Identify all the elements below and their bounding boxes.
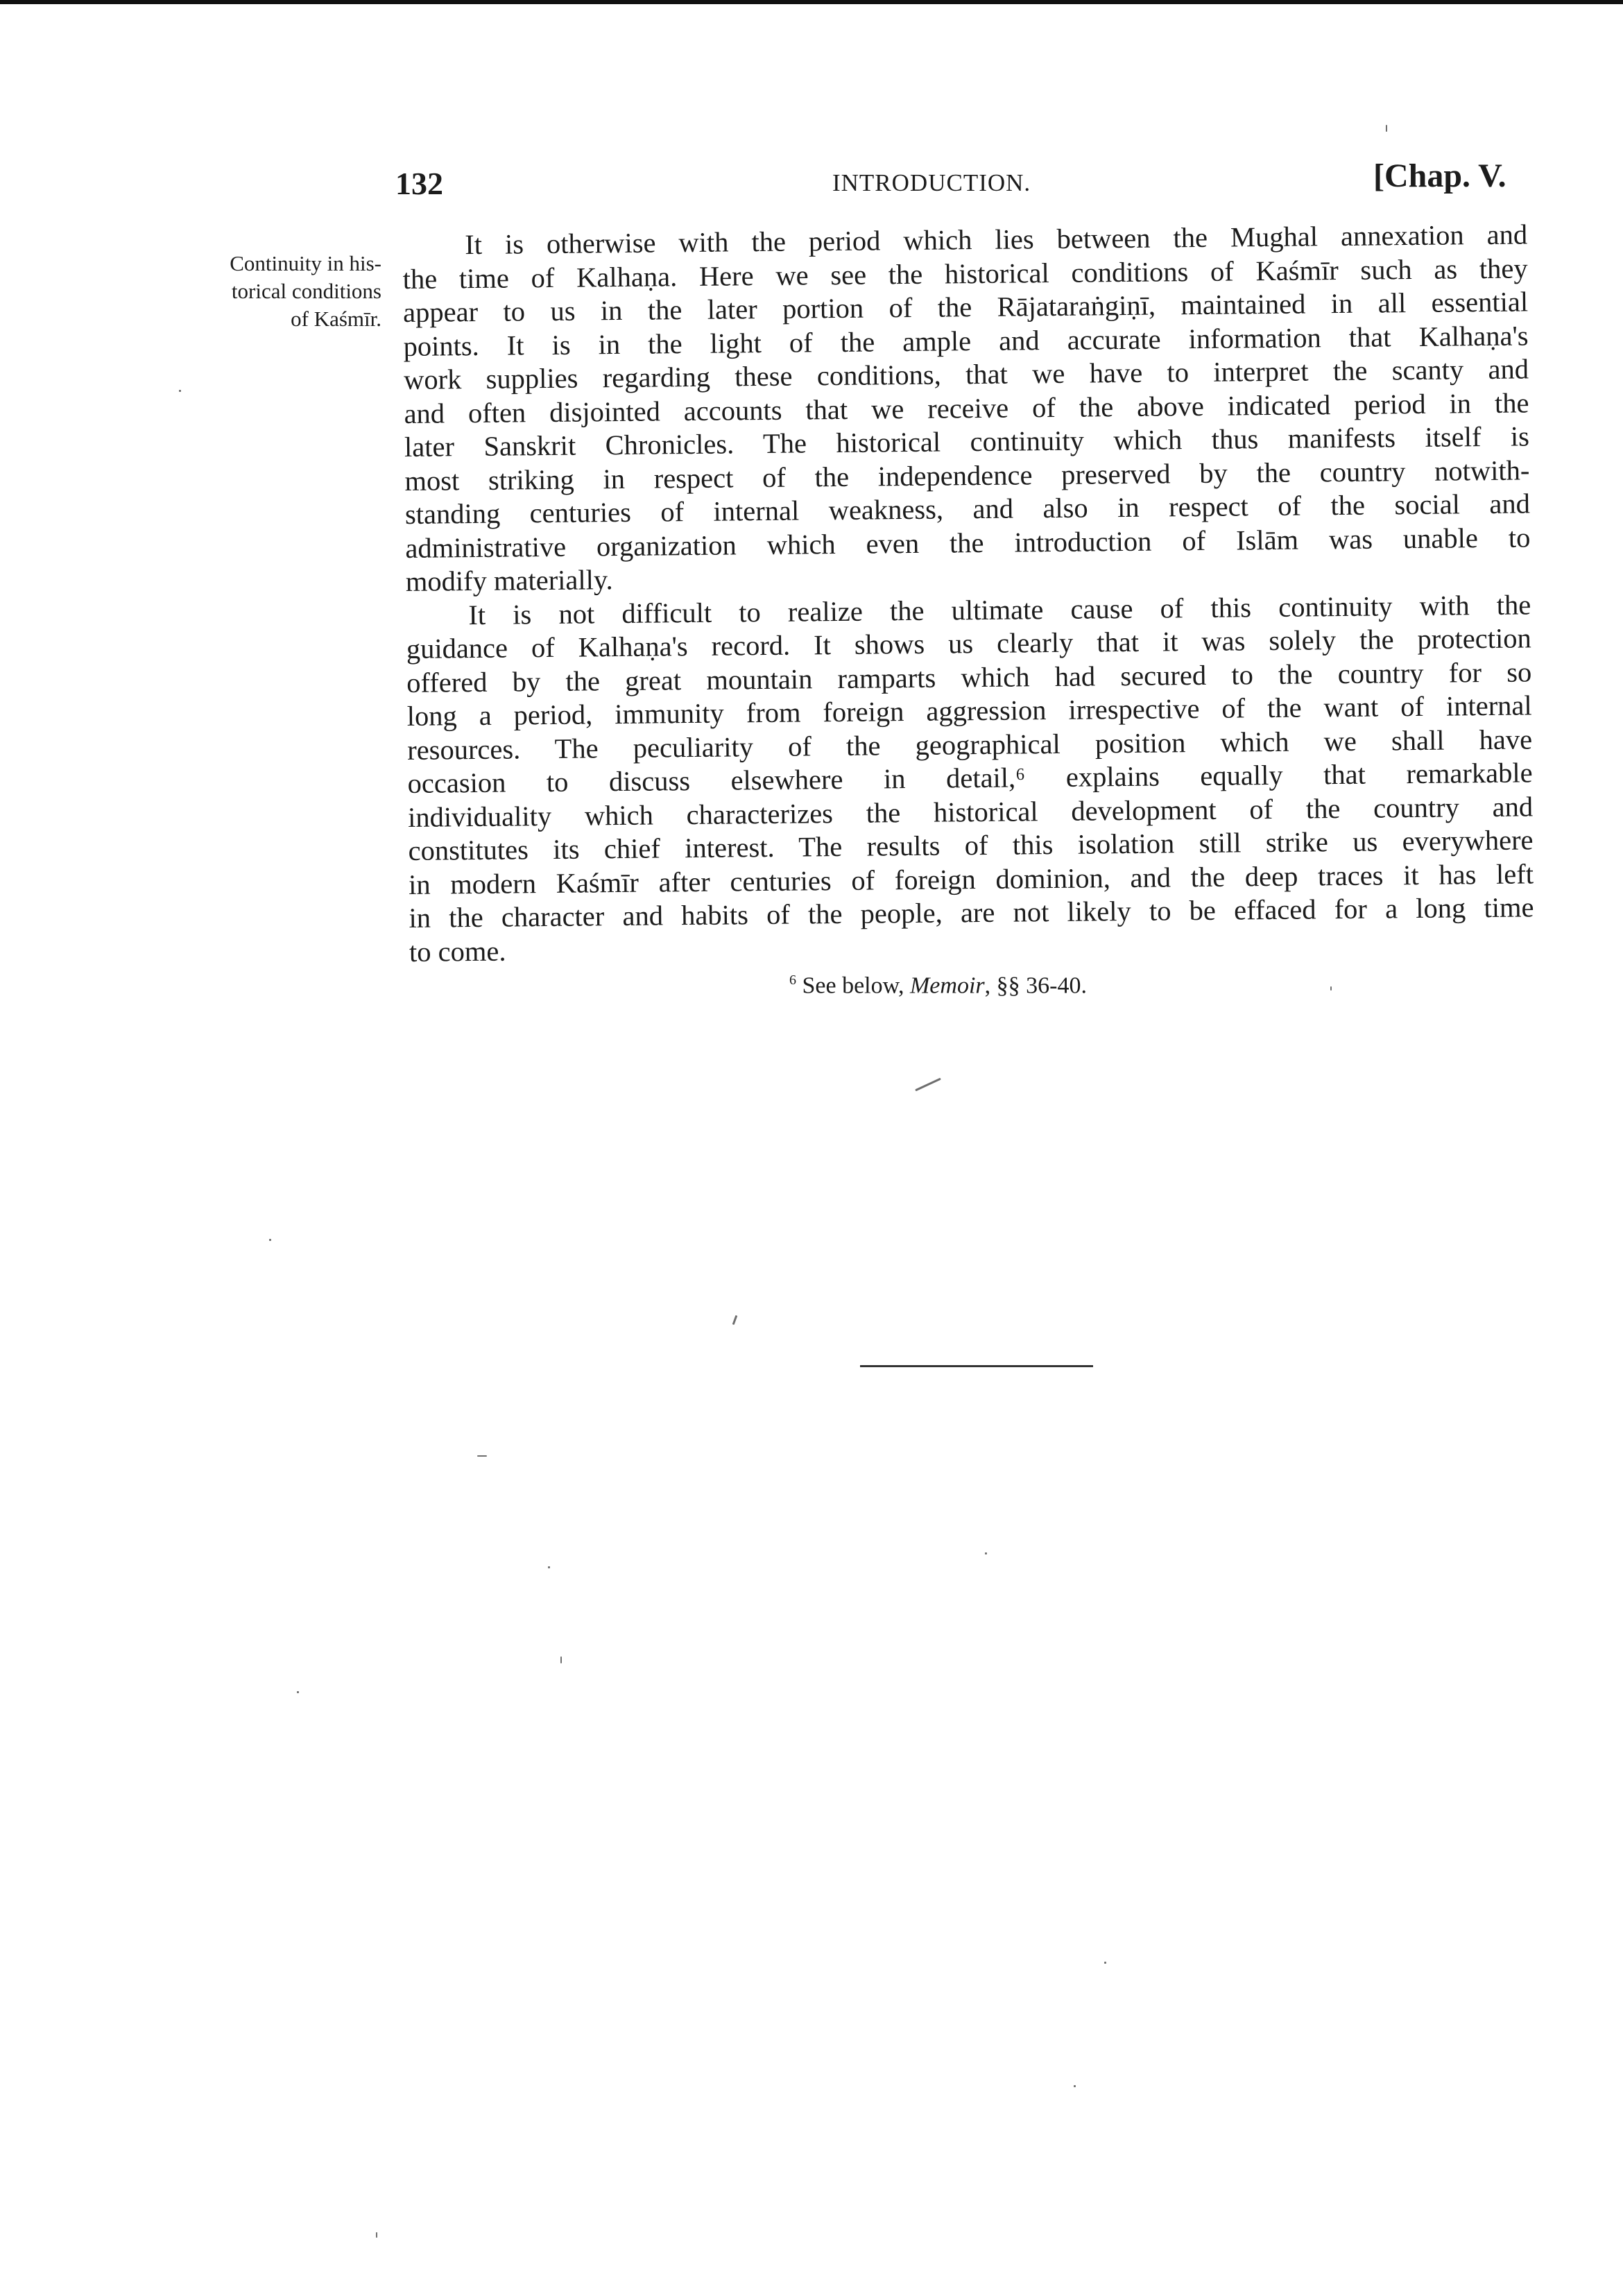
text-line: in the character and habits of the people, are not likely to be effaced for a long time <box>409 891 1534 934</box>
top-border-rule <box>0 0 1623 4</box>
scan-speck <box>1074 2085 1076 2087</box>
text-line: most striking in respect of the independence preserved by the country notwith- <box>404 454 1530 497</box>
text-line: It is not difficult to realize the ultimate cause of this continuity with the <box>468 588 1531 631</box>
text-line: later Sanskrit Chronicles. The historical continuity which thus manifests itself is <box>404 420 1530 463</box>
footnote-marker: 6 <box>789 973 796 988</box>
side-note-line: torical conditions <box>231 279 381 303</box>
text-line: resources. The peculiarity of the geographical position which we shall have <box>406 723 1533 766</box>
text-line: the time of Kalhaṇa. Here we see the historical conditions of Kaśmīr such as they <box>402 252 1528 295</box>
running-head: INTRODUCTION. <box>832 169 1031 196</box>
scan-speck <box>1330 986 1332 991</box>
text-line: work supplies regarding these conditions, that we have to interpret the scanty and <box>403 353 1529 395</box>
footnote-text: See below, <box>802 973 910 999</box>
scan-speck <box>1104 1962 1106 1964</box>
paragraph-1 <box>402 218 1531 599</box>
text-line: and often disjointed accounts that we receive of the above indicated period in the <box>404 386 1529 429</box>
paragraph-2 <box>406 588 1534 969</box>
scan-speck <box>269 1239 271 1241</box>
scan-speck <box>179 390 181 392</box>
text-line: modify materially. <box>405 564 613 597</box>
scan-speck <box>297 1691 299 1693</box>
text-line: It is otherwise with the period which lies between the Mughal annexation and <box>465 219 1528 261</box>
text-line: occasion to discuss elsewhere in detail,⁶ explains equally that remarkable <box>407 757 1533 799</box>
footnote <box>789 973 1087 999</box>
scan-speck <box>1386 125 1387 132</box>
text-line: constitutes its chief interest. The results of this isolation still strike us everywhere <box>408 824 1534 866</box>
text-line: individuality which characterizes the historical development of the country and <box>407 790 1534 833</box>
body-text <box>402 218 1534 969</box>
text-line: to come. <box>409 935 506 968</box>
scan-speck <box>732 1315 738 1325</box>
scan-speck <box>560 1656 562 1663</box>
text-line: administrative organization which even the introduction of Islām was unable to <box>405 521 1531 564</box>
scan-speck <box>376 2232 377 2238</box>
scan-speck <box>477 1455 487 1457</box>
text-line: offered by the great mountain ramparts which had secured to the country for so <box>406 656 1532 699</box>
text-line: appear to us in the later portion of the Rājataraṅgiṇī, maintained in all essential <box>402 286 1529 328</box>
text-line: points. It is in the light of the ample and accurate information that Kalhaṇa's <box>403 319 1529 362</box>
chapter-label: [Chap. V. <box>1373 157 1506 194</box>
page-number: 132 <box>395 166 443 201</box>
scan-speck <box>915 1078 941 1092</box>
footnote-work-title: Memoir <box>909 973 985 999</box>
end-rule <box>860 1365 1093 1367</box>
text-line: guidance of Kalhaṇa's record. It shows us clearly that it was solely the protection <box>406 622 1531 665</box>
text-line: long a period, immunity from foreign aggression irrespective of the want of internal <box>406 689 1532 732</box>
text-line: standing centuries of internal weakness, and also in respect of the social and <box>404 488 1531 530</box>
scan-speck <box>985 1552 987 1554</box>
scan-speck <box>548 1566 550 1568</box>
footnote-text-end: , §§ 36-40. <box>984 973 1087 999</box>
side-note <box>146 250 381 333</box>
text-line: in modern Kaśmīr after centuries of foreign dominion, and the deep traces it has left <box>408 857 1534 900</box>
side-note-line: of Kaśmīr. <box>291 307 381 331</box>
side-note-line: Continuity in his- <box>230 251 381 275</box>
